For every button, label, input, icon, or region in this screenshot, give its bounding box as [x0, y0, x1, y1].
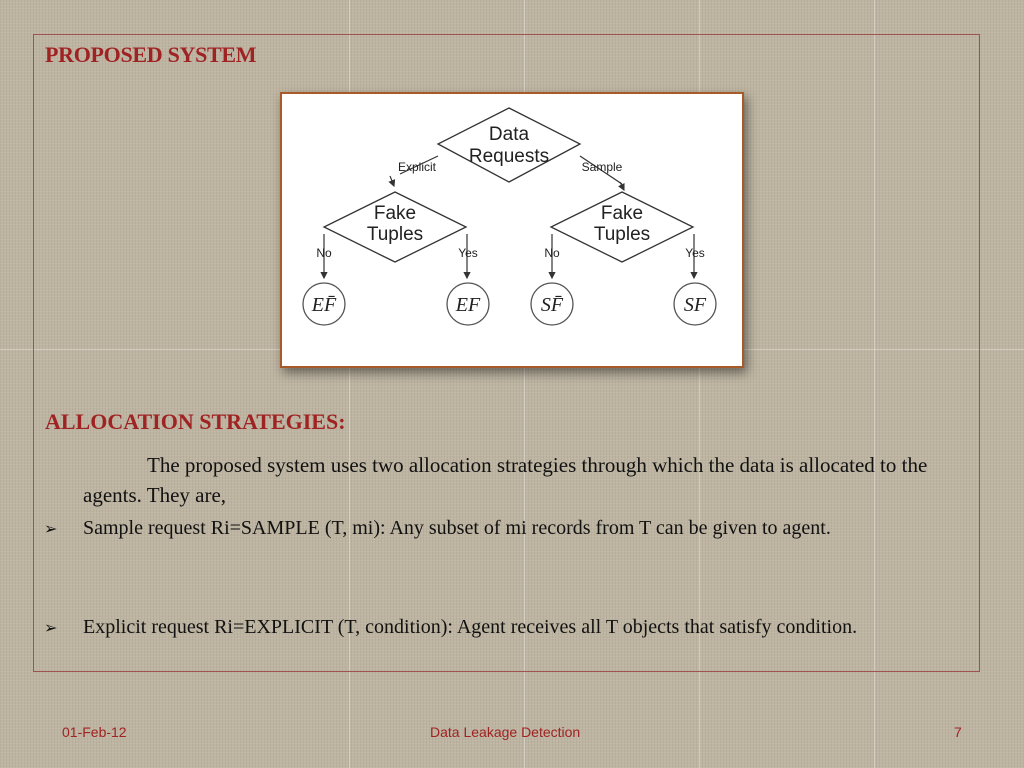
- bullet-text: Sample request Ri=SAMPLE (T, mi): Any subset of mi records from T can be given to agent.: [83, 517, 831, 539]
- footer-date: 01-Feb-12: [62, 724, 127, 740]
- slide-title: PROPOSED SYSTEM: [45, 42, 257, 67]
- edge-label-explicit: Explicit: [397, 160, 437, 174]
- right-node-label-1: Fake: [600, 203, 644, 224]
- root-diamond: [438, 108, 580, 182]
- edge-label-no: No: [316, 246, 332, 260]
- left-node-label-2: Tuples: [366, 224, 424, 245]
- left-node-label-1: Fake: [373, 203, 417, 224]
- decision-tree-diagram: [282, 94, 742, 366]
- leaf-label-2: EF: [455, 294, 481, 316]
- section-heading: ALLOCATION STRATEGIES:: [45, 409, 346, 434]
- intro-paragraph: The proposed system uses two allocation strategies through which the data is allocated to the agents. They are,: [83, 453, 928, 507]
- edge-label-sample: Sample: [581, 160, 623, 174]
- footer-page-number: 7: [954, 724, 962, 740]
- footer-title: Data Leakage Detection: [430, 724, 581, 740]
- edge-label-yes: Yes: [685, 246, 705, 260]
- leaf-label-4: SF: [683, 294, 707, 316]
- arrow-bullet-icon: ➢: [44, 618, 58, 637]
- decision-tree-figure: [280, 92, 744, 368]
- root-label-2: Requests: [468, 146, 550, 167]
- right-node-label-2: Tuples: [593, 224, 651, 245]
- arrow-bullet-icon: ➢: [44, 519, 58, 538]
- leaf-label-3: SF̄: [540, 294, 564, 316]
- bullet-item: [44, 514, 944, 543]
- root-label-1: Data: [488, 124, 530, 145]
- bullet-text: Explicit request Ri=EXPLICIT (T, condition): Agent receives all T objects that satisfy condition.: [83, 616, 858, 638]
- bullet-item: [44, 613, 944, 642]
- edge-label-yes: Yes: [458, 246, 478, 260]
- edge-label-no: No: [544, 246, 560, 260]
- leaf-label-1: EF̄: [311, 294, 337, 316]
